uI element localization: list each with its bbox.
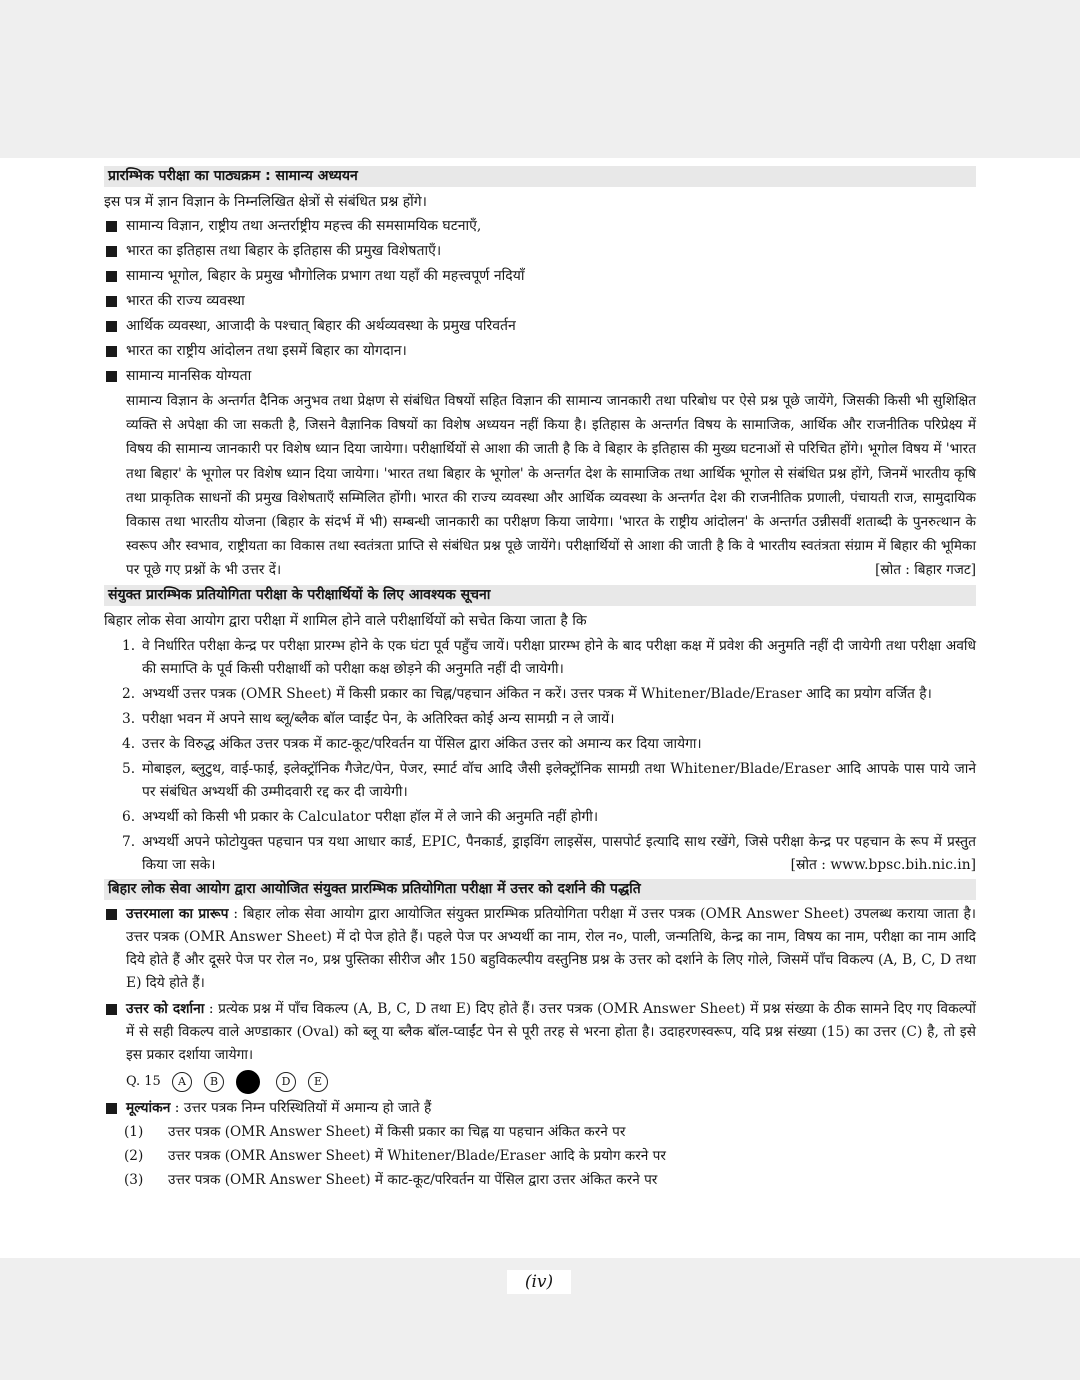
square-bullet-icon xyxy=(106,221,117,232)
square-bullet-icon xyxy=(106,271,117,282)
square-bullet-icon xyxy=(106,246,117,257)
omr-bubble-filled: C xyxy=(236,1070,260,1094)
source-citation: [स्रोत : बिहार गजट] xyxy=(875,562,976,579)
square-bullet-icon xyxy=(106,296,117,307)
topic-item: सामान्य भूगोल, बिहार के प्रमुख भौगोलिक प्रभाग तथा यहाँ की महत्त्वपूर्ण नदियाँ xyxy=(104,264,976,289)
page-number: (iv) xyxy=(507,1270,571,1294)
instructions-heading: संयुक्त प्रारम्भिक प्रतियोगिता परीक्षा के परीक्षार्थियों के लिए आवश्यक सूचना xyxy=(104,585,976,606)
topic-item: सामान्य विज्ञान, राष्ट्रीय तथा अन्तर्राष्ट्रीय महत्त्व की समसामयिक घटनाएँ, xyxy=(104,214,976,239)
answer-method-heading: बिहार लोक सेवा आयोग द्वारा आयोजित संयुक्त प्रारम्भिक प्रतियोगिता परीक्षा में उत्तर को दर्शाने की पद्धति xyxy=(104,879,976,900)
omr-example xyxy=(126,1069,976,1095)
instruction-item: 6. अभ्यर्थी को किसी भी प्रकार के Calculator परीक्षा हॉल में ले जाने की अनुमति नहीं होगी। xyxy=(122,808,599,825)
instructions-intro: बिहार लोक सेवा आयोग द्वारा परीक्षा में शामिल होने वाले परीक्षार्थियों को सचेत किया जाता है कि xyxy=(104,612,587,629)
topic-item: भारत का राष्ट्रीय आंदोलन तथा इसमें बिहार का योगदान। xyxy=(104,339,976,364)
topic-item: आर्थिक व्यवस्था, आजादी के पश्चात् बिहार की अर्थव्यवस्था के प्रमुख परिवर्तन xyxy=(104,314,976,339)
answer-format-title: उत्तरमाला का प्रारूप xyxy=(126,905,229,922)
evaluation-criterion: (1) उत्तर पत्रक (OMR Answer Sheet) में किसी प्रकार का चिह्न या पहचान अंकित करने पर xyxy=(124,1123,626,1140)
topic-item: भारत का इतिहास तथा बिहार के इतिहास की प्रमुख विशेषताएँ। xyxy=(104,239,976,264)
omr-bubble: D xyxy=(276,1072,296,1092)
syllabus-heading: प्रारम्भिक परीक्षा का पाठ्यक्रम : सामान्य अध्ययन xyxy=(104,166,976,187)
answer-marking-title: उत्तर को दर्शाना xyxy=(126,1000,205,1017)
instruction-item: 5. मोबाइल, ब्लुटुथ, वाई-फाई, इलेक्ट्रॉनिक गैजेट/पेन, पेजर, स्मार्ट वॉच आदि जैसी इलेक्ट्रॉनिक सामग्री तथा Whitener/Blade/Eraser आदि आपके पास पाये जाने पर संबंधित अभ्यर्थी की उम्मीदवारी रद्द कर दी जायेगी। xyxy=(122,760,976,800)
answer-format-block: उत्तरमाला का प्रारूप : बिहार लोक सेवा आयोग द्वारा आयोजित संयुक्त प्रारम्भिक प्रतियोगिता परीक्षा में उत्तर पत्रक (OMR Answer Sheet) उपलब्ध कराया जाता है। उत्तर पत्रक (OMR Answer Sheet) में दो पेज होते हैं। पहले पेज पर अभ्यर्थी का नाम, रोल न०, पाली, जन्मतिथि, केन्द्र का नाम, विषय का नाम, परीक्षा का नाम आदि दिये होते हैं और दूसरे पेज पर रोल न०, प्रश्न पुस्तिका सीरीज और 150 बहुविकल्पीय वस्तुनिष्ठ प्रश्न के उत्तर को दर्शाने के लिए गोले, जिसमें पाँच विकल्प (A, B, C, D तथा E) दिये होते हैं। xyxy=(104,903,976,995)
evaluation-criterion: (3) उत्तर पत्रक (OMR Answer Sheet) में काट-कूट/परिवर्तन या पेंसिल द्वारा उत्तर अंकित करने पर xyxy=(124,1171,658,1188)
square-bullet-icon xyxy=(106,1004,117,1015)
instruction-item: 3. परीक्षा भवन में अपने साथ ब्लू/ब्लैक बॉल प्वाईंट पेन, के अतिरिक्त कोई अन्य सामग्री न ले जायें। xyxy=(122,710,615,727)
evaluation-block: मूल्यांकन : उत्तर पत्रक निम्न परिस्थितियों में अमान्य हो जाते हैं xyxy=(104,1097,976,1120)
syllabus-paragraph: सामान्य विज्ञान के अन्तर्गत दैनिक अनुभव तथा प्रेक्षण से संबंधित विषयों सहित विज्ञान की सामान्य जानकारी तथा परिबोध पर ऐसे प्रश्न पूछे जायेंगे, जिसकी किसी भी सुशिक्षित व्यक्ति से अपेक्षा की जा सकती है, जिसने वैज्ञानिक विषयों का विशेष अध्ययन नहीं किया है। इतिहास के अन्तर्गत विषय के सामाजिक, आर्थिक और राजनीतिक परिप्रेक्ष्य में विषय की सामान्य जानकारी पर विशेष ध्यान दिया जायेगा। परीक्षार्थियों से आशा की जाती है कि वे बिहार के इतिहास की मुख्य घटनाओं से परिचित होंगे। भूगोल विषय में 'भारत तथा बिहार' के भूगोल पर विशेष ध्यान दिया जायेगा। 'भारत तथा बिहार के भूगोल' के अन्तर्गत देश के सामाजिक तथा आर्थिक भूगोल से संबंधित प्रश्न होंगे, जिनमें भारतीय कृषि तथा प्राकृतिक साधनों की प्रमुख विशेषताएँ सम्मिलित होंगी। भारत की राज्य व्यवस्था और आर्थिक व्यवस्था के अन्तर्गत देश की राजनीतिक प्रणाली, पंचायती राज, सामुदायिक विकास तथा भारतीय योजना (बिहार के संदर्भ में भी) सम्बन्धी जानकारी का परीक्षण किया जायेगा। 'भारत के राष्ट्रीय आंदोलन' के अन्तर्गत उन्नीसवीं शताब्दी के पुनरुत्थान के स्वरूप और स्वभाव, राष्ट्रीयता का विकास तथा स्वतंत्रता प्राप्ति से संबंधित प्रश्न पूछे जायेंगे। परीक्षार्थियों से आशा की जाती है कि वे भारतीय स्वतंत्रता संग्राम में बिहार की भूमिका पर पूछे गए प्रश्नों के भी उत्तर दें। [स्रोत : बिहार गजट] xyxy=(126,389,976,583)
instruction-item: 4. उत्तर के विरुद्ध अंकित उत्तर पत्रक में काट-कूट/परिवर्तन या पेंसिल द्वारा अंकित उत्तर को अमान्य कर दिया जायेगा। xyxy=(122,735,702,752)
topic-item: सामान्य मानसिक योग्यता xyxy=(104,364,976,389)
instruction-item: 1. वे निर्धारित परीक्षा केन्द्र पर परीक्षा प्रारम्भ होने के एक घंटा पूर्व पहुँच जायें। परीक्षा प्रारम्भ होने के बाद परीक्षा कक्ष में प्रवेश की अनुमति नहीं दी जायेगी तथा परीक्षा अवधि की समाप्ति के पूर्व किसी परीक्षार्थी को परीक्षा कक्ष छोड़ने की अनुमति नहीं दी जायेगी। xyxy=(122,637,976,677)
square-bullet-icon xyxy=(106,1103,117,1114)
page-sheet xyxy=(0,158,1080,1258)
topic-item: भारत की राज्य व्यवस्था xyxy=(104,289,976,314)
instruction-item: 2. अभ्यर्थी उत्तर पत्रक (OMR Sheet) में किसी प्रकार का चिह्न/पहचान अंकित न करें। उत्तर पत्रक में Whitener/Blade/Eraser आदि का प्रयोग वर्जित है। xyxy=(122,685,932,702)
square-bullet-icon xyxy=(106,909,117,920)
evaluation-criterion: (2) उत्तर पत्रक (OMR Answer Sheet) में Whitener/Blade/Eraser आदि के प्रयोग करने पर xyxy=(124,1147,666,1164)
omr-bubble: E xyxy=(308,1072,328,1092)
syllabus-intro: इस पत्र में ज्ञान विज्ञान के निम्नलिखित क्षेत्रों से संबंधित प्रश्न होंगे। xyxy=(104,194,427,210)
omr-bubble: B xyxy=(204,1072,224,1092)
square-bullet-icon xyxy=(106,371,117,382)
evaluation-title: मूल्यांकन xyxy=(126,1099,171,1116)
omr-bubble: A xyxy=(172,1072,192,1092)
square-bullet-icon xyxy=(106,346,117,357)
omr-question-label: Q. 15 xyxy=(126,1074,161,1090)
square-bullet-icon xyxy=(106,321,117,332)
instruction-item: 7. अभ्यर्थी अपने फोटोयुक्त पहचान पत्र यथा आधार कार्ड, EPIC, पैनकार्ड, ड्राइविंग लाइसेंस, पासपोर्ट इत्यादि साथ रखेंगे, जिसे परीक्षा केन्द्र पर पहचान के रूप में प्रस्तुत किया जा सके। [स्रोत : www.bpsc.bih.nic.in] xyxy=(122,831,976,877)
page-content xyxy=(104,166,976,1192)
answer-marking-block: उत्तर को दर्शाना : प्रत्येक प्रश्न में पाँच विकल्प (A, B, C, D तथा E) दिए होते हैं। उत्तर पत्रक (OMR Answer Sheet) में प्रश्न संख्या के ठीक सामने दिए गए विकल्पों में से सही विकल्प वाले अण्डाकार (Oval) को ब्लू या ब्लैक बॉल-प्वाईंट पेन से पूरी तरह से भरना होता है। उदाहरणस्वरूप, यदि प्रश्न संख्या (15) का उत्तर (C) है, तो इसे इस प्रकार दर्शाया जायेगा। xyxy=(104,998,976,1067)
source-citation: [स्रोत : www.bpsc.bih.nic.in] xyxy=(790,856,976,873)
